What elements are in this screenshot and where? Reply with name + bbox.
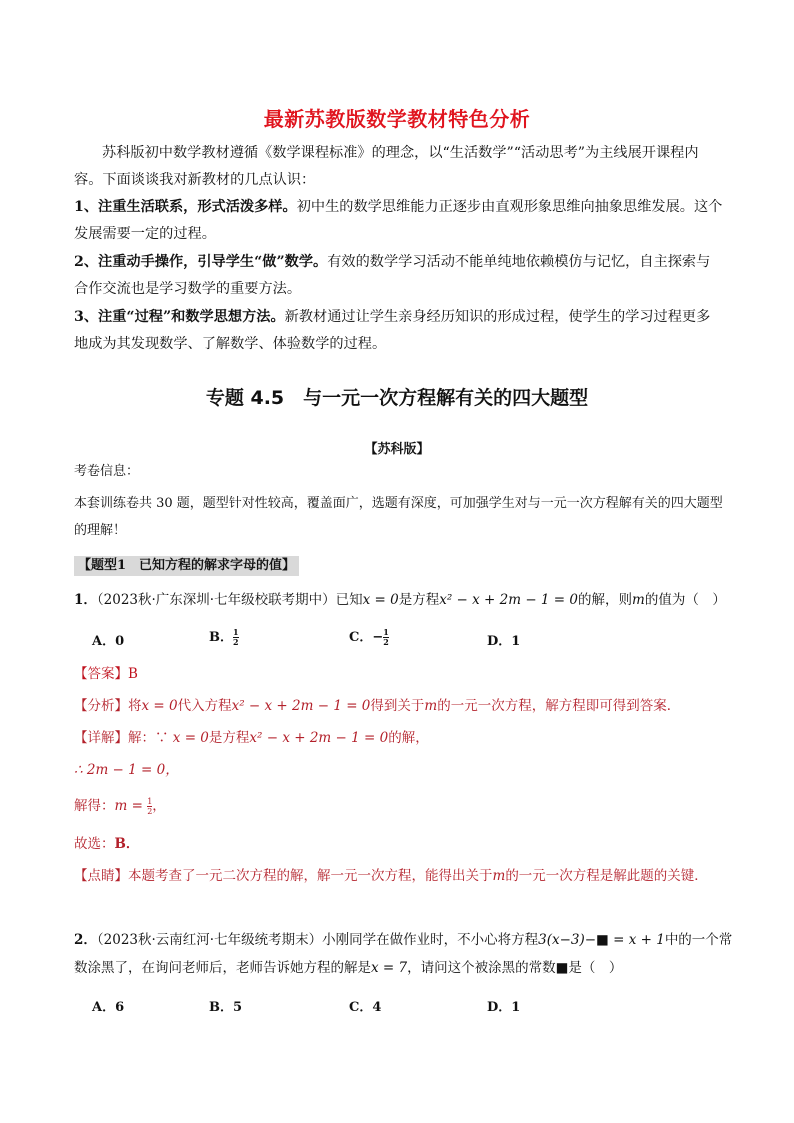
tip-text-a: 本题考查了一元二次方程的解，解一元一次方程，能得出关于 (128, 868, 493, 884)
tip-m: m (492, 868, 506, 884)
question-1-stem (74, 586, 734, 614)
point-1-text: 初中生的数学思维能力正逐步由直观形象思维向抽象思维发展。这个发展需要一定的过程。 (74, 199, 723, 242)
exam-info-text: 本套训练卷共 30 题，题型针对性较高，覆盖面广，选题有深度，可加强学生对与一元一次方程解有关的四大题型的理解！ (74, 496, 723, 538)
intro-paragraph: 苏科版初中数学教材遵循《数学课程标准》的理念，以“生活数学”“活动思考”为主线展开课程内容。下面谈谈我对新教材的几点认识： (74, 145, 699, 188)
topic-title: 专题 4.5 与一元一次方程解有关的四大题型 (205, 387, 589, 409)
question-1-option-d: D．1 (487, 634, 521, 649)
frac-num: 1 (383, 627, 389, 637)
point-1 (74, 194, 724, 248)
edition-label: 【苏科版】 (364, 442, 430, 457)
question-1-text-d: 的值为（ ） (644, 592, 726, 608)
analysis-equation: x² − x + 2m − 1 = 0 (231, 698, 371, 714)
step-1-expr: ∴ 2m − 1 = 0， (74, 762, 179, 778)
question-1-step-1 (74, 756, 734, 784)
question-1-analysis (74, 692, 734, 720)
question-1-choose (74, 830, 734, 858)
frac-den: 2 (147, 807, 153, 816)
question-1-number: 1． (74, 592, 97, 608)
question-type-1: 【题型1 已知方程的解求字母的值】 (74, 556, 299, 576)
tip-label: 【点睛】 (74, 868, 128, 884)
step-2-expr: m = (114, 798, 143, 814)
question-1-m: m (632, 592, 645, 608)
analysis-text-d: 的一元一次方程，解方程即可得到答案． (437, 698, 681, 714)
question-1-option-b (209, 626, 239, 647)
question-2-text-c: ，请问这个被涂黑的常数■是（ ） (407, 960, 623, 976)
point-2 (74, 249, 724, 303)
question-2-option-b: B．5 (209, 1000, 243, 1015)
question-1-detail (74, 724, 734, 752)
question-1-option-a: A．0 (92, 634, 125, 649)
point-3-text: 新教材通过让学生亲身经历知识的形成过程，使学生的学习过程更多地成为其发现数学、了解数学、体验数学的过程。 (74, 309, 711, 352)
detail-text-b: 是方程 (208, 730, 250, 746)
detail-x0: x = 0 (172, 730, 209, 746)
option-b-label: B． (209, 630, 233, 645)
choose-value: B． (114, 836, 140, 852)
frac-num: 1 (147, 797, 153, 806)
question-1-x0: x = 0 (362, 592, 399, 608)
tip-text-b: 的一元一次方程是解此题的关键． (505, 868, 708, 884)
question-1-text-b: 是方程 (398, 592, 440, 608)
point-2-text: 有效的数学学习活动不能单纯地依赖模仿与记忆，自主探索与合作交流也是学习数学的重要方法。 (74, 254, 711, 297)
option-c-label: C．− (349, 630, 384, 645)
option-c-fraction (383, 628, 389, 647)
question-2-equation: 3(x−3)−■ = x + 1 (538, 932, 665, 948)
question-1-option-c (349, 626, 389, 647)
step-2-end: ， (152, 798, 166, 814)
question-2-option-c: C．4 (349, 1000, 382, 1015)
point-3-heading: 3、注重“过程”和数学思想方法。 (74, 309, 285, 325)
promo-title: 最新苏教版数学教材特色分析 (263, 107, 531, 131)
detail-text-a: 解：∵ (128, 730, 169, 746)
step-2-label: 解得： (74, 798, 115, 814)
answer-label: 【答案】 (74, 666, 128, 682)
question-2-option-a: A．6 (92, 1000, 125, 1015)
question-2-x7: x = 7 (371, 960, 408, 976)
question-1-text-c: 的解，则 (578, 592, 633, 608)
question-2-option-d: D．1 (487, 1000, 521, 1015)
analysis-x0: x = 0 (141, 698, 178, 714)
detail-label: 【详解】 (74, 730, 128, 746)
question-2-stem (74, 926, 734, 982)
point-1-heading: 1、注重生活联系，形式活泼多样。 (74, 199, 297, 215)
analysis-m: m (424, 698, 438, 714)
question-2-text-b: 中的一个常数涂黑了，在询问老师后，老师告诉她方程的解是 (74, 932, 733, 976)
point-3 (74, 304, 724, 358)
question-1-tip (74, 862, 734, 890)
frac-num: 1 (233, 627, 239, 637)
option-b-fraction (233, 628, 239, 647)
exam-info-label: 考卷信息： (74, 464, 140, 479)
choose-label: 故选： (74, 836, 115, 852)
question-2-number: 2． (74, 932, 97, 948)
answer-value: B (128, 666, 138, 682)
question-1-answer (74, 660, 734, 688)
question-1-source: （2023秋·广东深圳·七年级校联考期中） (96, 592, 336, 608)
analysis-text-b: 代入方程 (177, 698, 232, 714)
question-1-equation: x² − x + 2m − 1 = 0 (439, 592, 579, 608)
frac-den: 2 (383, 637, 389, 647)
analysis-label: 【分析】 (74, 698, 128, 714)
analysis-text-a: 将 (128, 698, 142, 714)
detail-text-c: 的解， (388, 730, 429, 746)
question-1-text-a: 已知 (335, 592, 363, 608)
question-2-text-a: 小刚同学在做作业时，不小心将方程 (322, 932, 539, 948)
question-2-source: （2023秋·云南红河·七年级统考期末） (96, 932, 323, 948)
frac-den: 2 (233, 637, 239, 647)
point-2-heading: 2、注重动手操作，引导学生“做”数学。 (74, 254, 328, 270)
analysis-text-c: 得到关于 (370, 698, 425, 714)
detail-equation: x² − x + 2m − 1 = 0 (249, 730, 389, 746)
question-1-step-2 (74, 792, 734, 820)
